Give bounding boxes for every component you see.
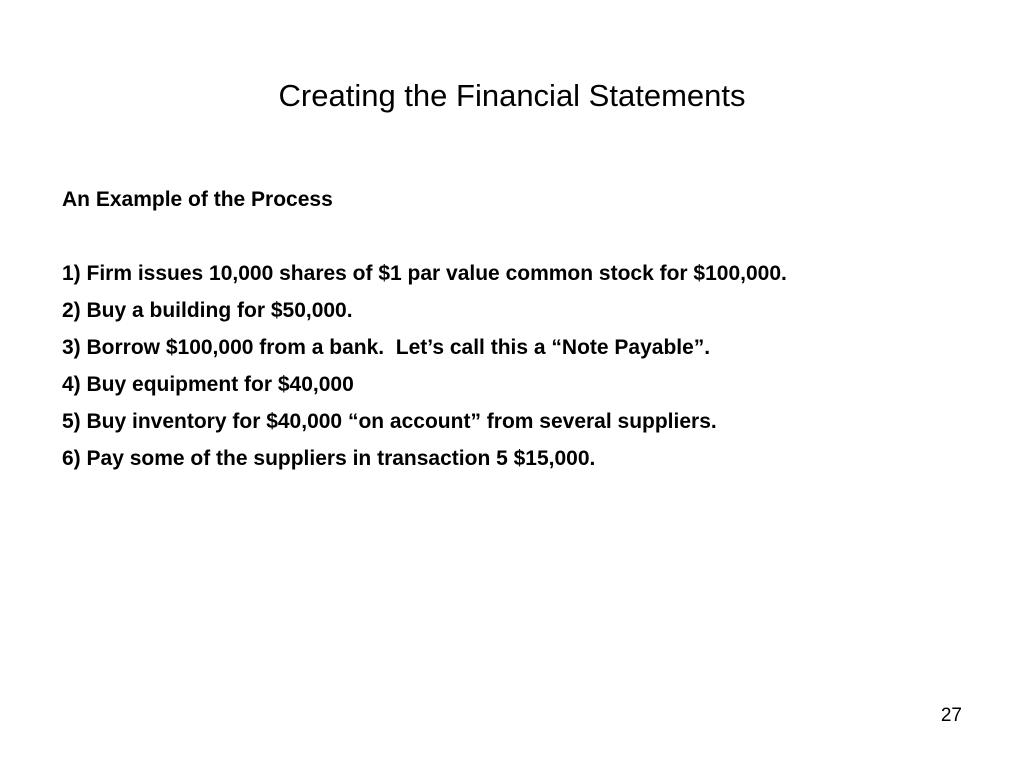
transaction-item: 6) Pay some of the suppliers in transaction 5 $15,000. [62, 447, 596, 470]
transaction-item: 2) Buy a building for $50,000. [62, 299, 353, 322]
transaction-item: 1) Firm issues 10,000 shares of $1 par value common stock for $100,000. [62, 262, 787, 285]
transaction-item: 5) Buy inventory for $40,000 “on account” from several suppliers. [62, 410, 717, 433]
section-subheading: An Example of the Process [62, 188, 333, 211]
transaction-item: 4) Buy equipment for $40,000 [62, 373, 354, 396]
transaction-item: 3) Borrow $100,000 from a bank. Let’s call this a “Note Payable”. [62, 336, 711, 359]
slide-title: Creating the Financial Statements [278, 78, 746, 113]
page-number: 27 [940, 705, 962, 726]
transaction-list [62, 260, 1002, 482]
